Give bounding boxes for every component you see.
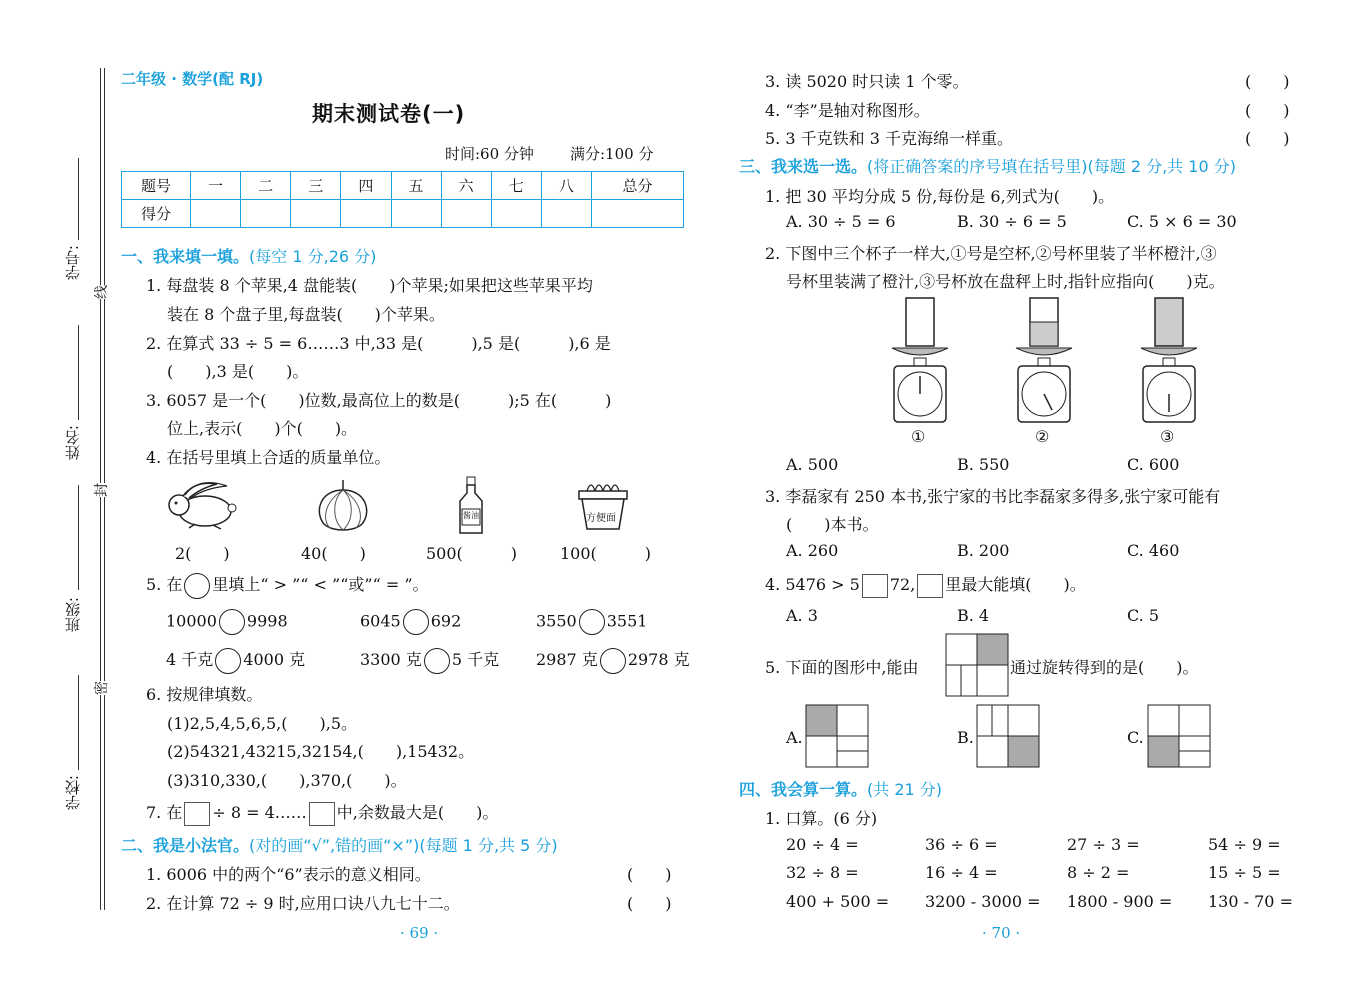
q1-1-text-b: 装在 8 个盘子里,每盘装( )个苹果。: [167, 305, 445, 324]
calc-item: 3200 - 3000 =: [925, 892, 1041, 911]
score-cell: 三: [291, 172, 341, 200]
rabbit-image: [165, 478, 245, 533]
q1-4-answer: 40( ): [301, 544, 366, 563]
q1-4-answer: 500( ): [426, 544, 518, 563]
compare-left: 4 千克: [166, 650, 214, 669]
q3-4-text-b: 72,: [889, 575, 916, 594]
school-underline: [78, 675, 79, 770]
calc-item: 130 - 70 =: [1208, 892, 1293, 911]
q1-7-text-b: ÷ 8 = 4……: [212, 803, 307, 822]
score-input[interactable]: [441, 200, 491, 228]
compare-left: 3300 克: [360, 650, 422, 669]
option[interactable]: B. 4: [957, 606, 990, 625]
score-cell: 八: [541, 172, 591, 200]
compare-right: 4000 克: [243, 650, 306, 669]
q1-7-text: [146, 800, 498, 826]
seal-feng: 封: [91, 483, 111, 497]
option[interactable]: B. 550: [957, 455, 1010, 474]
score-cell: 四: [341, 172, 391, 200]
section-4-heading: [739, 777, 942, 800]
scale-label: ③: [1160, 427, 1175, 446]
option[interactable]: C. 5: [1127, 606, 1160, 625]
compare-right: 3551: [606, 611, 648, 631]
compare-item: [360, 609, 461, 635]
score-cell: 一: [191, 172, 241, 200]
calc-item: 32 ÷ 8 =: [786, 863, 859, 882]
q3-1-text: 1. 把 30 平均分成 5 份,每份是 6,列式为( )。: [765, 187, 1115, 206]
q3-5-text-a: 5. 下面的图形中,能由: [765, 658, 919, 677]
option-label[interactable]: A.: [786, 728, 803, 747]
calc-item: 1800 - 900 =: [1067, 892, 1173, 911]
score-input[interactable]: [592, 200, 684, 228]
compare-circle[interactable]: [579, 609, 605, 635]
section-3-title: 三、我来选一选。: [739, 157, 868, 176]
section-3-heading: [739, 154, 1236, 177]
compare-left: 2987 克: [536, 650, 598, 669]
option[interactable]: C. 600: [1127, 455, 1180, 474]
compare-circle[interactable]: [403, 609, 429, 635]
soy-sauce-bottle-image: [455, 475, 487, 537]
q2-5-text: 5. 3 千克铁和 3 千克海绵一样重。: [765, 129, 1013, 148]
q1-3-text-b: 位上,表示( )个( )。: [167, 419, 358, 438]
q1-6-1: (1)2,5,4,5,6,5,( ),5。: [167, 714, 358, 733]
q2-2-text: 2. 在计算 72 ÷ 9 时,应用口诀八九七十二。: [146, 894, 460, 913]
q1-5-text: [146, 572, 429, 599]
option[interactable]: C. 5 × 6 = 30: [1127, 212, 1237, 231]
q1-4-answer: 2( ): [175, 544, 230, 563]
option-label[interactable]: B.: [957, 728, 974, 747]
page-number-right: · 70 ·: [982, 924, 1021, 942]
score-input[interactable]: [541, 200, 591, 228]
q3-3-text: 3. 李磊家有 250 本书,张宁家的书比李磊家多得多,张宁家可能有: [765, 487, 1221, 506]
school-label: 学校:: [64, 775, 82, 811]
option-a-figure[interactable]: [806, 705, 868, 767]
id-underline: [78, 158, 79, 240]
q1-4-answer: 100( ): [560, 544, 652, 563]
section-2-heading: [121, 833, 558, 856]
score-input[interactable]: [391, 200, 441, 228]
option[interactable]: C. 460: [1127, 541, 1180, 560]
calc-item: 20 ÷ 4 =: [786, 835, 859, 854]
calc-item: 54 ÷ 9 =: [1208, 835, 1281, 854]
compare-circle: [184, 573, 210, 599]
score-table-score-row: [122, 200, 684, 228]
q3-2-text-b: 号杯里装满了橙汁,③号杯放在盘秤上时,指针应指向( )克。: [786, 272, 1225, 291]
class-label: 班级:: [64, 597, 82, 633]
option[interactable]: B. 30 ÷ 6 = 5: [957, 212, 1067, 231]
score-input[interactable]: [491, 200, 541, 228]
compare-circle[interactable]: [600, 648, 626, 674]
score-table: [121, 171, 684, 228]
answer-paren[interactable]: ( ): [627, 865, 672, 884]
score-cell: 五: [391, 172, 441, 200]
compare-item: [166, 609, 288, 635]
score-input[interactable]: [341, 200, 391, 228]
name-label: 姓名:: [64, 425, 82, 461]
full-score-label: 满分:100 分: [570, 145, 654, 163]
option-b-figure[interactable]: [977, 705, 1039, 767]
option[interactable]: A. 3: [786, 606, 818, 625]
grade-label: 二年级 · 数学(配 RJ): [121, 70, 264, 88]
option[interactable]: A. 30 ÷ 5 = 6: [786, 212, 896, 231]
option-c-figure[interactable]: [1148, 705, 1210, 767]
compare-right: 5 千克: [451, 650, 500, 669]
q1-7-text-a: 7. 在: [146, 803, 183, 822]
scale-image: [1012, 296, 1076, 424]
instant-noodle-image: [577, 477, 629, 533]
answer-paren[interactable]: ( ): [1245, 101, 1290, 120]
compare-item: [536, 647, 690, 674]
answer-box[interactable]: [917, 574, 943, 598]
option[interactable]: A. 260: [786, 541, 839, 560]
section-4-title: 四、我会算一算。: [739, 780, 868, 799]
q3-4-text: [765, 572, 1086, 598]
score-cell: 总分: [592, 172, 684, 200]
q1-5-text-b: 里填上“ > ”“ < ”“或”“ = ”。: [212, 575, 429, 594]
bottle-label: 酱油: [463, 511, 479, 520]
q3-5-text-b: 通过旋转得到的是( )。: [1010, 658, 1199, 677]
q1-4-text: 4. 在括号里填上合适的质量单位。: [146, 448, 391, 467]
score-cell: 六: [441, 172, 491, 200]
q3-4-text-c: 里最大能填( )。: [945, 575, 1086, 594]
section-1-title: 一、我来填一填。: [121, 247, 250, 266]
q1-1-text: 1. 每盘装 8 个苹果,4 盘能装( )个苹果;如果把这些苹果平均: [146, 276, 593, 295]
compare-left: 3550: [536, 611, 577, 631]
compare-left: 6045: [360, 611, 401, 631]
calc-item: 16 ÷ 4 =: [925, 863, 998, 882]
score-input[interactable]: [191, 200, 241, 228]
q1-7-text-c: 中,余数最大是( )。: [336, 803, 499, 822]
compare-item: [166, 647, 305, 674]
q1-6-text: 6. 按规律填数。: [146, 685, 263, 704]
compare-item: [536, 609, 647, 635]
rotation-source-figure: [946, 634, 1008, 696]
scale-label: ②: [1035, 427, 1050, 446]
compare-circle[interactable]: [424, 648, 450, 674]
noodle-label: 方便面: [586, 513, 616, 524]
compare-circle[interactable]: [215, 648, 241, 674]
q3-3-text-b: ( )本书。: [786, 515, 879, 534]
score-input[interactable]: [291, 200, 341, 228]
class-underline: [78, 485, 79, 590]
answer-box[interactable]: [184, 802, 210, 826]
score-table-header-row: [122, 172, 684, 200]
section-3-note: (将正确答案的序号填在括号里)(每题 2 分,共 10 分): [867, 157, 1236, 176]
section-1-note: (每空 1 分,26 分): [249, 247, 377, 266]
id-label: 学号:: [64, 245, 82, 281]
compare-circle[interactable]: [219, 609, 245, 635]
score-cell: 得分: [122, 200, 191, 228]
answer-paren[interactable]: ( ): [627, 894, 672, 913]
calc-item: 15 ÷ 5 =: [1208, 863, 1281, 882]
section-1-heading: [121, 244, 376, 267]
q3-2-text: 2. 下图中三个杯子一样大,①号是空杯,②号杯里装了半杯橙汁,③: [765, 244, 1217, 263]
score-cell: 七: [491, 172, 541, 200]
compare-item: [360, 647, 499, 674]
name-underline: [78, 325, 79, 420]
score-input[interactable]: [241, 200, 291, 228]
section-4-note: (共 21 分): [867, 780, 943, 799]
garlic-image: [312, 476, 374, 534]
answer-box[interactable]: [862, 574, 888, 598]
scale-image: [1137, 296, 1201, 424]
scale-image: [888, 296, 952, 424]
compare-right: 9998: [246, 611, 288, 631]
q1-6-2: (2)54321,43215,32154,( ),15432。: [167, 742, 475, 761]
calc-item: 400 + 500 =: [786, 892, 890, 911]
seal-mi: 密: [91, 681, 111, 695]
option[interactable]: B. 200: [957, 541, 1010, 560]
q2-4-text: 4. “李”是轴对称图形。: [765, 101, 930, 120]
score-cell: 二: [241, 172, 291, 200]
answer-paren[interactable]: ( ): [1245, 72, 1290, 91]
q1-2-text: 2. 在算式 33 ÷ 5 = 6……3 中,33 是( ),5 是( ),6 是: [146, 334, 611, 353]
answer-box[interactable]: [309, 802, 335, 826]
compare-left: 10000: [166, 611, 217, 631]
scale-label: ①: [911, 427, 926, 446]
page-title: 期末测试卷(一): [312, 102, 466, 126]
section-2-note: (对的画“√”,错的画“×”)(每题 1 分,共 5 分): [249, 836, 558, 855]
calc-item: 27 ÷ 3 =: [1067, 835, 1140, 854]
section-2-title: 二、我是小法官。: [121, 836, 250, 855]
page-number-left: · 69 ·: [400, 924, 439, 942]
q2-1-text: 1. 6006 中的两个“6”表示的意义相同。: [146, 865, 431, 884]
answer-paren[interactable]: ( ): [1245, 129, 1290, 148]
q1-6-3: (3)310,330,( ),370,( )。: [167, 771, 407, 790]
q1-5-text-a: 5. 在: [146, 575, 183, 594]
seal-xian: 线: [91, 285, 111, 299]
q4-1-text: 1. 口算。(6 分): [765, 809, 878, 828]
q1-3-text: 3. 6057 是一个( )位数,最高位上的数是( );5 在( ): [146, 391, 612, 410]
compare-right: 692: [430, 611, 462, 631]
calc-item: 36 ÷ 6 =: [925, 835, 998, 854]
time-label: 时间:60 分钟: [445, 145, 534, 163]
q2-3-text: 3. 读 5020 时只读 1 个零。: [765, 72, 969, 91]
q1-2-text-b: ( ),3 是( )。: [167, 362, 309, 381]
compare-right: 2978 克: [627, 650, 690, 669]
calc-item: 8 ÷ 2 =: [1067, 863, 1130, 882]
q3-4-text-a: 4. 5476 > 5: [765, 575, 860, 594]
score-cell: 题号: [122, 172, 191, 200]
option[interactable]: A. 500: [786, 455, 839, 474]
option-label[interactable]: C.: [1127, 728, 1144, 747]
